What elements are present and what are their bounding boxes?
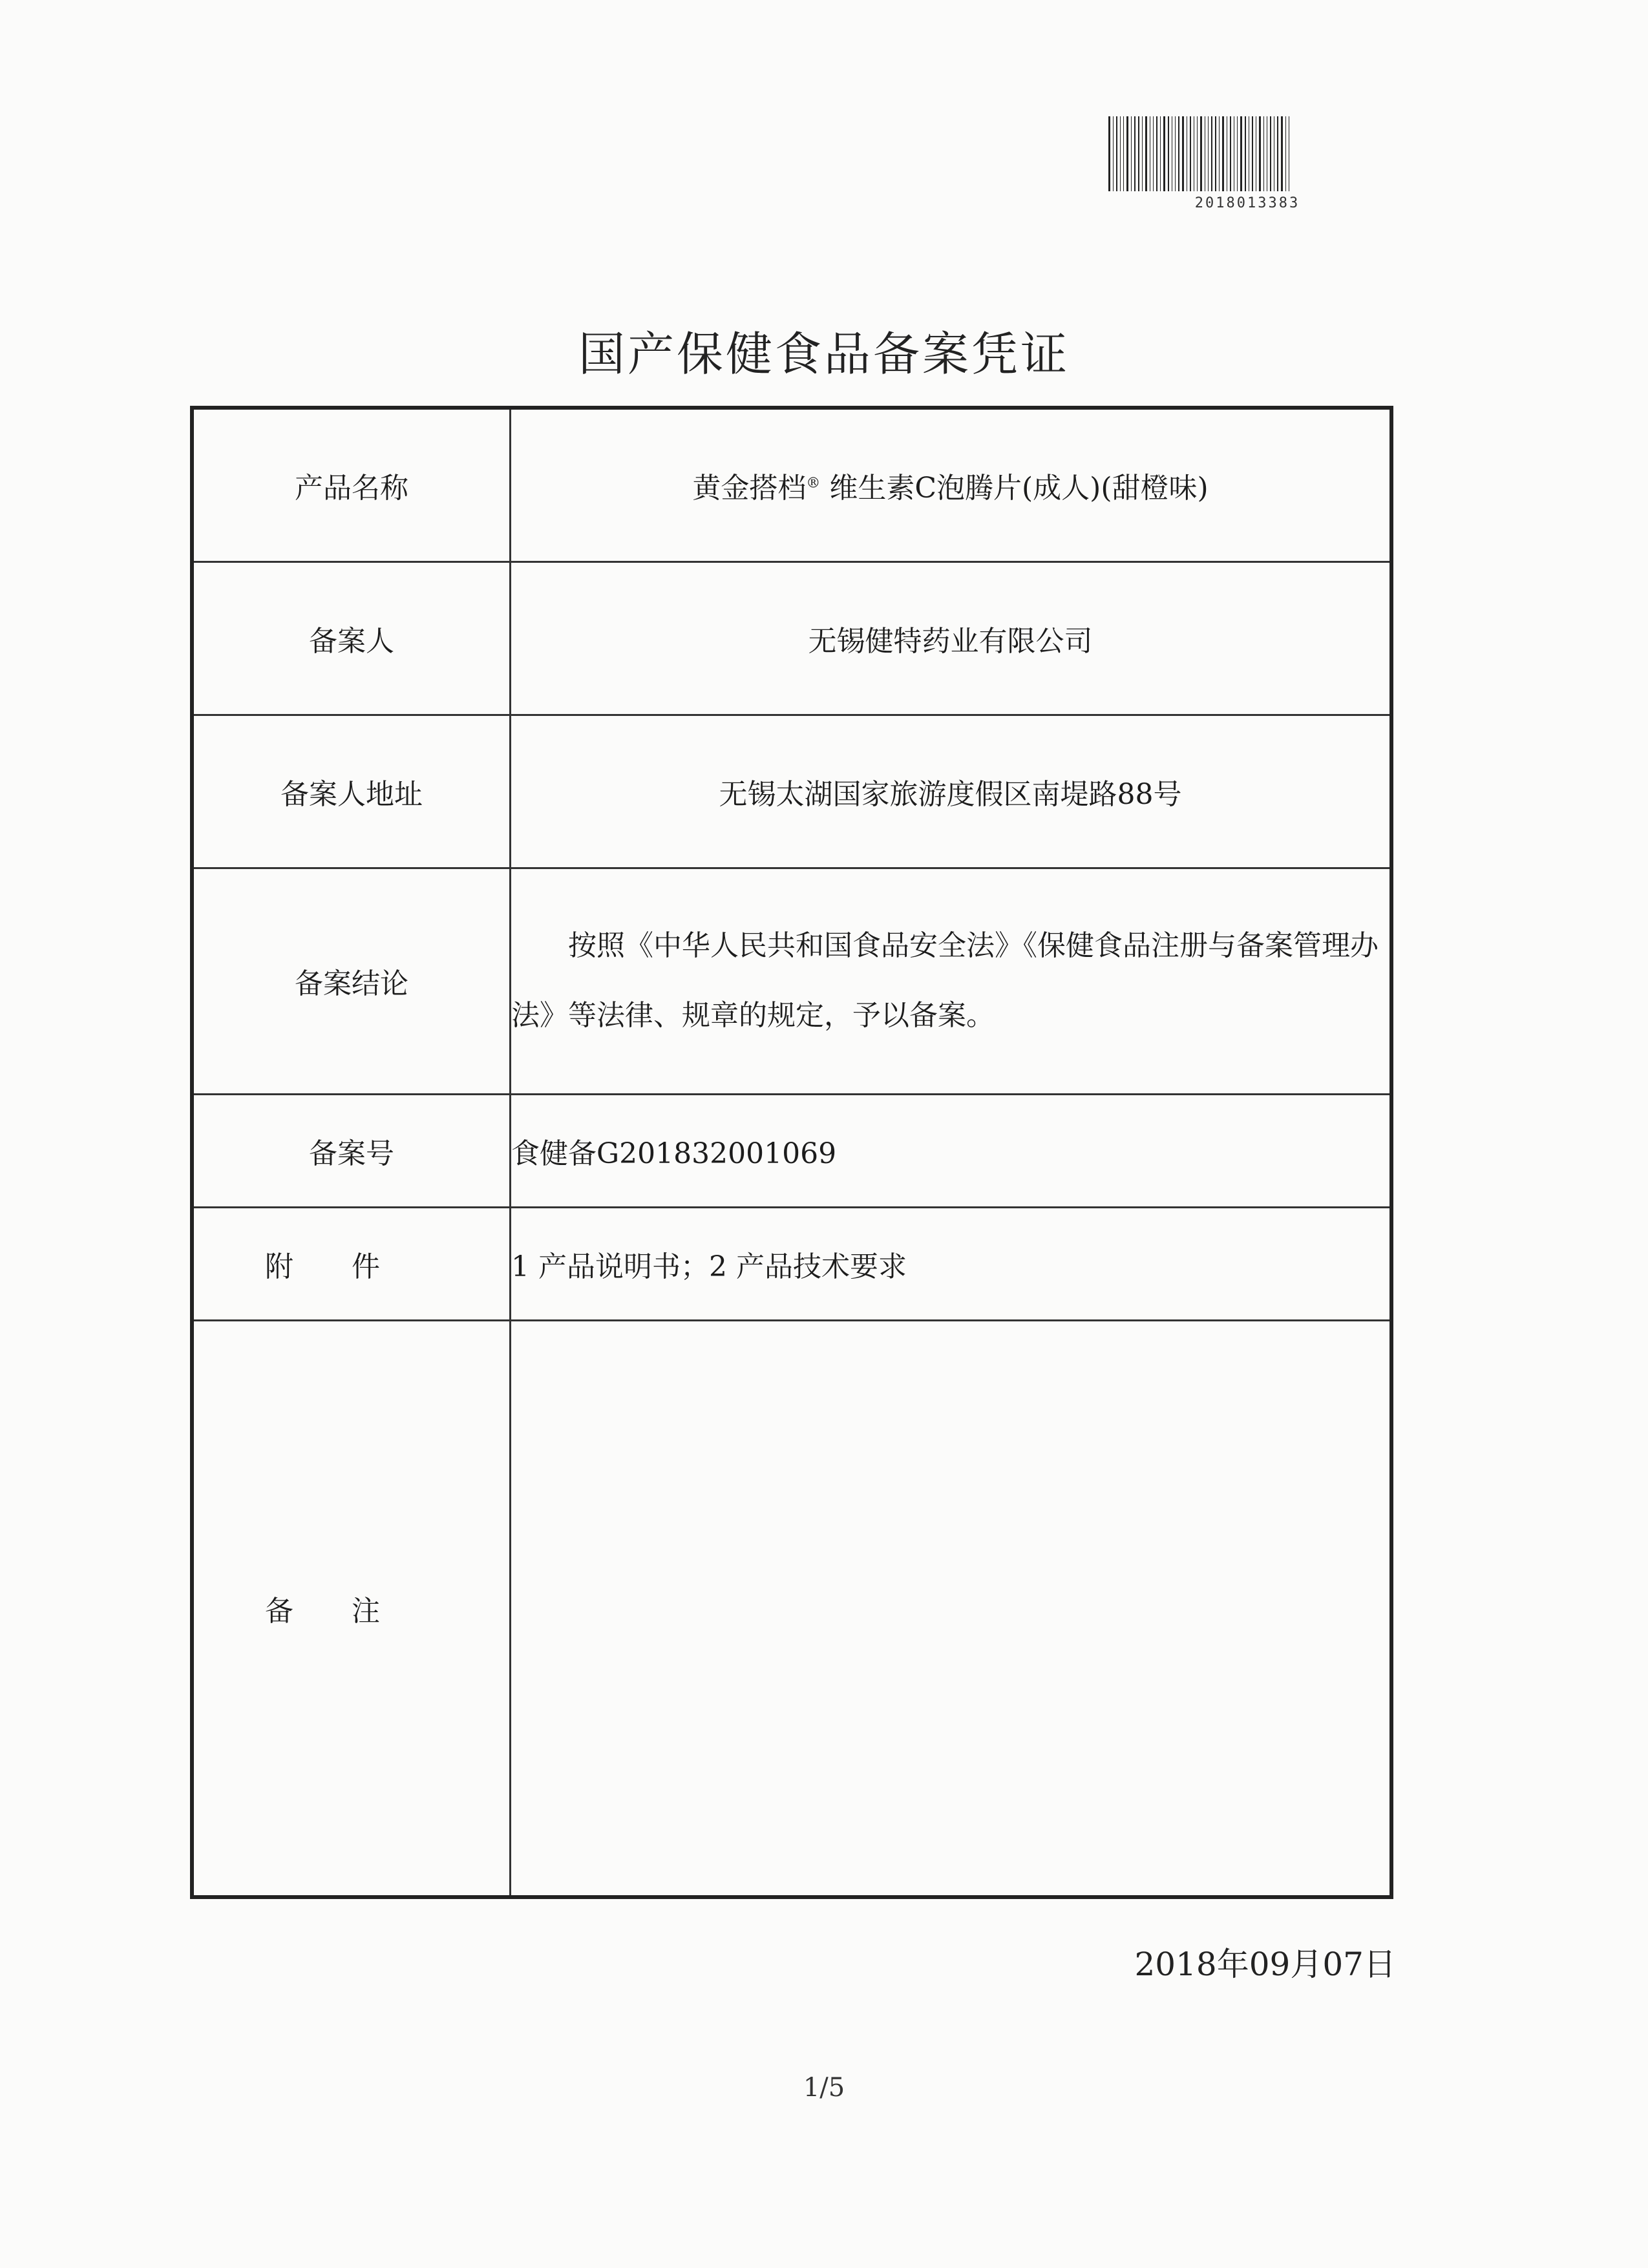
barcode-bar bbox=[1237, 116, 1238, 191]
barcode-bar bbox=[1252, 116, 1253, 191]
barcode-bar bbox=[1163, 116, 1165, 191]
product-name-value bbox=[511, 408, 1392, 562]
barcode-bar bbox=[1175, 116, 1176, 191]
barcode-bar bbox=[1190, 116, 1191, 191]
conclusion-label: 备案结论 bbox=[192, 868, 511, 1094]
filer-label: 备案人 bbox=[192, 562, 511, 715]
barcode-bar bbox=[1142, 116, 1143, 191]
barcode-bar bbox=[1281, 116, 1283, 191]
barcode-bar bbox=[1168, 116, 1169, 191]
barcode-bar bbox=[1134, 116, 1136, 191]
row-record-number bbox=[192, 1094, 1391, 1207]
barcode-bar bbox=[1197, 116, 1198, 191]
record-number-label: 备案号 bbox=[192, 1094, 511, 1207]
remarks-label-text: 备注 bbox=[265, 1594, 438, 1628]
attachment-label bbox=[192, 1207, 511, 1320]
barcode-bar bbox=[1200, 116, 1202, 191]
barcode-bar bbox=[1108, 116, 1110, 191]
barcode-bar bbox=[1138, 116, 1139, 191]
barcode-bar bbox=[1270, 116, 1271, 191]
barcode-bar bbox=[1131, 116, 1132, 191]
registered-mark: ® bbox=[806, 475, 821, 492]
page-number: 1/5 bbox=[803, 2073, 845, 2103]
attachment-label-text: 附件 bbox=[265, 1250, 438, 1283]
conclusion-text: 按照《中华人民共和国食品安全法》《保健食品注册与备案管理办法》等法律、规章的规定，予以备案。 bbox=[511, 929, 1379, 1032]
barcode-bar bbox=[1156, 116, 1157, 191]
row-remarks bbox=[192, 1320, 1391, 1897]
row-filer bbox=[192, 562, 1391, 715]
barcode-bar bbox=[1215, 116, 1216, 191]
filer-value: 无锡健特药业有限公司 bbox=[511, 562, 1392, 715]
barcode-bar bbox=[1285, 116, 1286, 191]
barcode-bar bbox=[1240, 116, 1242, 191]
barcode-bar bbox=[1145, 116, 1147, 191]
barcode-bar bbox=[1259, 116, 1261, 191]
row-address bbox=[192, 715, 1391, 868]
issue-date: 2018年09月07日 bbox=[1134, 1946, 1396, 1983]
attachment-value: 1 产品说明书；2 产品技术要求 bbox=[511, 1207, 1392, 1320]
address-label: 备案人地址 bbox=[192, 715, 511, 868]
barcode-number: 2018013383 bbox=[1194, 195, 1300, 211]
barcode-bar bbox=[1230, 116, 1231, 191]
barcode bbox=[1108, 116, 1386, 211]
barcode-bar bbox=[1263, 116, 1264, 191]
barcode-bar bbox=[1153, 116, 1154, 191]
barcode-bar bbox=[1160, 116, 1161, 191]
barcode-bar bbox=[1116, 116, 1117, 191]
barcode-bar bbox=[1120, 116, 1121, 191]
document-title: 国产保健食品备案凭证 bbox=[578, 327, 1070, 381]
row-attachment bbox=[192, 1207, 1391, 1320]
certificate-table bbox=[190, 406, 1393, 1899]
row-conclusion bbox=[192, 868, 1391, 1094]
barcode-bar bbox=[1277, 116, 1278, 191]
row-product-name bbox=[192, 408, 1391, 562]
remarks-value bbox=[511, 1320, 1392, 1897]
barcode-bar bbox=[1211, 116, 1212, 191]
conclusion-value bbox=[511, 868, 1392, 1094]
barcode-bar bbox=[1113, 116, 1114, 191]
barcode-bar bbox=[1219, 116, 1220, 191]
barcode-bar bbox=[1222, 116, 1224, 191]
remarks-label bbox=[192, 1320, 511, 1897]
barcode-bar bbox=[1245, 116, 1246, 191]
product-name-brand: 黄金搭档 bbox=[692, 471, 807, 505]
barcode-bar bbox=[1182, 116, 1184, 191]
barcode-bar bbox=[1178, 116, 1179, 191]
barcode-bars bbox=[1108, 116, 1386, 191]
address-value: 无锡太湖国家旅游度假区南堤路88号 bbox=[511, 715, 1392, 868]
barcode-bar bbox=[1123, 116, 1124, 191]
product-name-label: 产品名称 bbox=[192, 408, 511, 562]
record-number-value: 食健备G201832001069 bbox=[511, 1094, 1392, 1207]
barcode-bar bbox=[1208, 116, 1209, 191]
barcode-bar bbox=[1126, 116, 1128, 191]
product-name-rest: 维生素C泡腾片(成人)(甜橙味) bbox=[829, 471, 1209, 505]
